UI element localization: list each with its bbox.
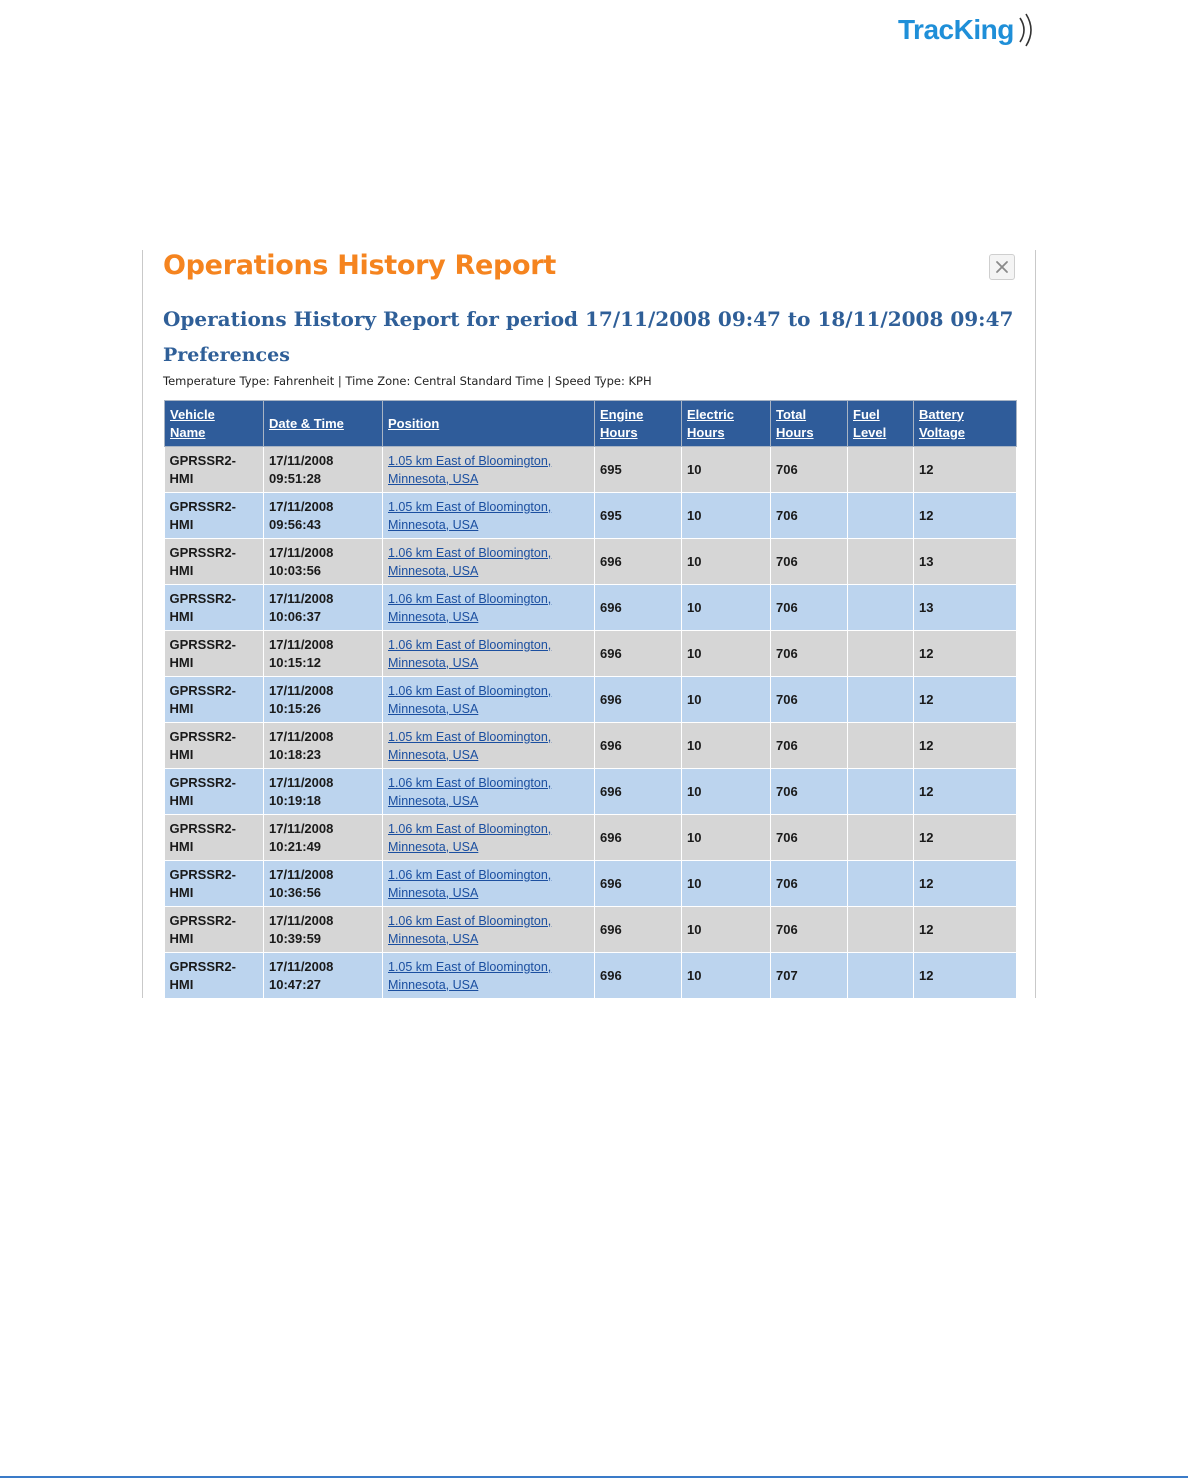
electric-hours-cell: 10 — [682, 769, 771, 815]
battery-voltage-cell: 12 — [914, 493, 1017, 539]
engine-hours-cell: 696 — [595, 631, 682, 677]
total-hours-cell: 706 — [771, 493, 848, 539]
engine-hours-cell: 696 — [595, 539, 682, 585]
table-row — [165, 861, 1017, 907]
vehicle-name-cell: GPRSSR2- HMI — [165, 815, 264, 861]
date-time-cell: 17/11/2008 10:39:59 — [264, 907, 383, 953]
date-time-cell: 17/11/2008 10:15:12 — [264, 631, 383, 677]
electric-hours-cell: 10 — [682, 447, 771, 493]
date-time-cell: 17/11/2008 09:51:28 — [264, 447, 383, 493]
fuel-level-cell — [848, 861, 914, 907]
header-link[interactable]: Position — [388, 415, 440, 431]
vehicle-name-cell: GPRSSR2- HMI — [165, 493, 264, 539]
electric-hours-cell: 10 — [682, 493, 771, 539]
date-time-cell: 17/11/2008 10:47:27 — [264, 953, 383, 999]
position-link[interactable]: 1.06 km East of Bloomington, Minnesota, USA — [388, 545, 552, 578]
table-row — [165, 447, 1017, 493]
fuel-level-cell — [848, 677, 914, 723]
position-cell — [383, 907, 595, 953]
column-header-total-hours[interactable] — [771, 401, 848, 447]
table-row — [165, 769, 1017, 815]
vehicle-name-cell: GPRSSR2- HMI — [165, 861, 264, 907]
electric-hours-cell: 10 — [682, 907, 771, 953]
battery-voltage-cell: 12 — [914, 677, 1017, 723]
table-row — [165, 677, 1017, 723]
column-header-date-time[interactable] — [264, 401, 383, 447]
engine-hours-cell: 695 — [595, 493, 682, 539]
header-link[interactable]: Total Hours — [776, 406, 814, 440]
position-link[interactable]: 1.06 km East of Bloomington, Minnesota, USA — [388, 821, 552, 854]
battery-voltage-cell: 12 — [914, 815, 1017, 861]
header-link[interactable]: Engine Hours — [600, 406, 644, 440]
table-row — [165, 953, 1017, 999]
engine-hours-cell: 696 — [595, 769, 682, 815]
position-cell — [383, 953, 595, 999]
table-row — [165, 493, 1017, 539]
position-cell — [383, 585, 595, 631]
header-link[interactable]: Battery Voltage — [919, 406, 965, 440]
date-time-cell: 17/11/2008 10:06:37 — [264, 585, 383, 631]
close-button[interactable] — [989, 254, 1015, 280]
period-title: Operations History Report for period 17/11/2008 09:47 to 18/11/2008 09:47 — [163, 307, 1014, 331]
date-time-cell: 17/11/2008 10:15:26 — [264, 677, 383, 723]
vehicle-name-cell: GPRSSR2- HMI — [165, 539, 264, 585]
total-hours-cell: 706 — [771, 769, 848, 815]
table-row — [165, 815, 1017, 861]
date-time-cell: 17/11/2008 10:21:49 — [264, 815, 383, 861]
table-row — [165, 631, 1017, 677]
position-cell — [383, 815, 595, 861]
header-link[interactable]: Date & Time — [269, 415, 344, 431]
position-link[interactable]: 1.06 km East of Bloomington, Minnesota, USA — [388, 775, 552, 808]
position-link[interactable]: 1.06 km East of Bloomington, Minnesota, USA — [388, 913, 552, 946]
column-header-engine-hours[interactable] — [595, 401, 682, 447]
preferences-title: Preferences — [163, 344, 290, 366]
fuel-level-cell — [848, 769, 914, 815]
total-hours-cell: 706 — [771, 907, 848, 953]
total-hours-cell: 706 — [771, 631, 848, 677]
tracking-logo — [898, 8, 1058, 52]
engine-hours-cell: 696 — [595, 907, 682, 953]
footer-divider — [0, 1476, 1188, 1478]
column-header-fuel-level[interactable] — [848, 401, 914, 447]
column-header-electric-hours[interactable] — [682, 401, 771, 447]
electric-hours-cell: 10 — [682, 677, 771, 723]
battery-voltage-cell: 12 — [914, 723, 1017, 769]
position-cell — [383, 447, 595, 493]
vehicle-name-cell: GPRSSR2- HMI — [165, 631, 264, 677]
electric-hours-cell: 10 — [682, 953, 771, 999]
date-time-cell: 17/11/2008 10:03:56 — [264, 539, 383, 585]
fuel-level-cell — [848, 539, 914, 585]
position-cell — [383, 677, 595, 723]
column-header-position[interactable] — [383, 401, 595, 447]
operations-table — [164, 400, 1017, 998]
position-link[interactable]: 1.05 km East of Bloomington, Minnesota, USA — [388, 453, 552, 486]
vehicle-name-cell: GPRSSR2- HMI — [165, 447, 264, 493]
engine-hours-cell: 695 — [595, 447, 682, 493]
battery-voltage-cell: 12 — [914, 861, 1017, 907]
fuel-level-cell — [848, 447, 914, 493]
vehicle-name-cell: GPRSSR2- HMI — [165, 585, 264, 631]
position-link[interactable]: 1.05 km East of Bloomington, Minnesota, USA — [388, 729, 552, 762]
engine-hours-cell: 696 — [595, 723, 682, 769]
position-cell — [383, 493, 595, 539]
vehicle-name-cell: GPRSSR2- HMI — [165, 953, 264, 999]
electric-hours-cell: 10 — [682, 723, 771, 769]
date-time-cell: 17/11/2008 10:18:23 — [264, 723, 383, 769]
table-body — [165, 447, 1017, 999]
total-hours-cell: 706 — [771, 815, 848, 861]
header-link[interactable]: Electric Hours — [687, 406, 734, 440]
fuel-level-cell — [848, 815, 914, 861]
total-hours-cell: 706 — [771, 585, 848, 631]
engine-hours-cell: 696 — [595, 815, 682, 861]
total-hours-cell: 706 — [771, 861, 848, 907]
electric-hours-cell: 10 — [682, 539, 771, 585]
table-row — [165, 539, 1017, 585]
battery-voltage-cell: 13 — [914, 585, 1017, 631]
fuel-level-cell — [848, 631, 914, 677]
position-link[interactable]: 1.06 km East of Bloomington, Minnesota, USA — [388, 683, 552, 716]
total-hours-cell: 706 — [771, 723, 848, 769]
position-cell — [383, 861, 595, 907]
table-row — [165, 907, 1017, 953]
fuel-level-cell — [848, 585, 914, 631]
fuel-level-cell — [848, 493, 914, 539]
preferences-text: Temperature Type: Fahrenheit | Time Zone: Central Standard Time | Speed Type: KPH — [163, 374, 652, 388]
position-cell — [383, 769, 595, 815]
battery-voltage-cell: 13 — [914, 539, 1017, 585]
position-cell — [383, 723, 595, 769]
close-icon — [995, 260, 1009, 274]
engine-hours-cell: 696 — [595, 953, 682, 999]
date-time-cell: 17/11/2008 10:36:56 — [264, 861, 383, 907]
position-link[interactable]: 1.05 km East of Bloomington, Minnesota, USA — [388, 499, 552, 532]
position-link[interactable]: 1.06 km East of Bloomington, Minnesota, USA — [388, 591, 552, 624]
position-link[interactable]: 1.06 km East of Bloomington, Minnesota, USA — [388, 637, 552, 670]
header-link[interactable]: Fuel Level — [853, 406, 887, 440]
date-time-cell: 17/11/2008 10:19:18 — [264, 769, 383, 815]
vehicle-name-cell: GPRSSR2- HMI — [165, 907, 264, 953]
engine-hours-cell: 696 — [595, 585, 682, 631]
vehicle-name-cell: GPRSSR2- HMI — [165, 723, 264, 769]
header-link[interactable]: Vehicle Name — [170, 406, 215, 440]
column-header-vehicle-name[interactable] — [165, 401, 264, 447]
electric-hours-cell: 10 — [682, 815, 771, 861]
total-hours-cell: 706 — [771, 447, 848, 493]
column-header-battery-voltage[interactable] — [914, 401, 1017, 447]
battery-voltage-cell: 12 — [914, 631, 1017, 677]
position-link[interactable]: 1.06 km East of Bloomington, Minnesota, USA — [388, 867, 552, 900]
report-title: Operations History Report — [163, 250, 556, 281]
total-hours-cell: 707 — [771, 953, 848, 999]
engine-hours-cell: 696 — [595, 677, 682, 723]
signal-waves-icon — [1016, 8, 1046, 52]
report-panel — [142, 250, 1036, 998]
electric-hours-cell: 10 — [682, 631, 771, 677]
vehicle-name-cell: GPRSSR2- HMI — [165, 677, 264, 723]
vehicle-name-cell: GPRSSR2- HMI — [165, 769, 264, 815]
table-row — [165, 723, 1017, 769]
electric-hours-cell: 10 — [682, 585, 771, 631]
table-row — [165, 585, 1017, 631]
fuel-level-cell — [848, 953, 914, 999]
position-link[interactable]: 1.05 km East of Bloomington, Minnesota, USA — [388, 959, 552, 992]
fuel-level-cell — [848, 907, 914, 953]
total-hours-cell: 706 — [771, 539, 848, 585]
position-cell — [383, 539, 595, 585]
logo-text: TracKing — [898, 14, 1014, 45]
table-header-row — [165, 401, 1017, 447]
electric-hours-cell: 10 — [682, 861, 771, 907]
battery-voltage-cell: 12 — [914, 447, 1017, 493]
fuel-level-cell — [848, 723, 914, 769]
battery-voltage-cell: 12 — [914, 953, 1017, 999]
date-time-cell: 17/11/2008 09:56:43 — [264, 493, 383, 539]
battery-voltage-cell: 12 — [914, 769, 1017, 815]
position-cell — [383, 631, 595, 677]
battery-voltage-cell: 12 — [914, 907, 1017, 953]
engine-hours-cell: 696 — [595, 861, 682, 907]
total-hours-cell: 706 — [771, 677, 848, 723]
